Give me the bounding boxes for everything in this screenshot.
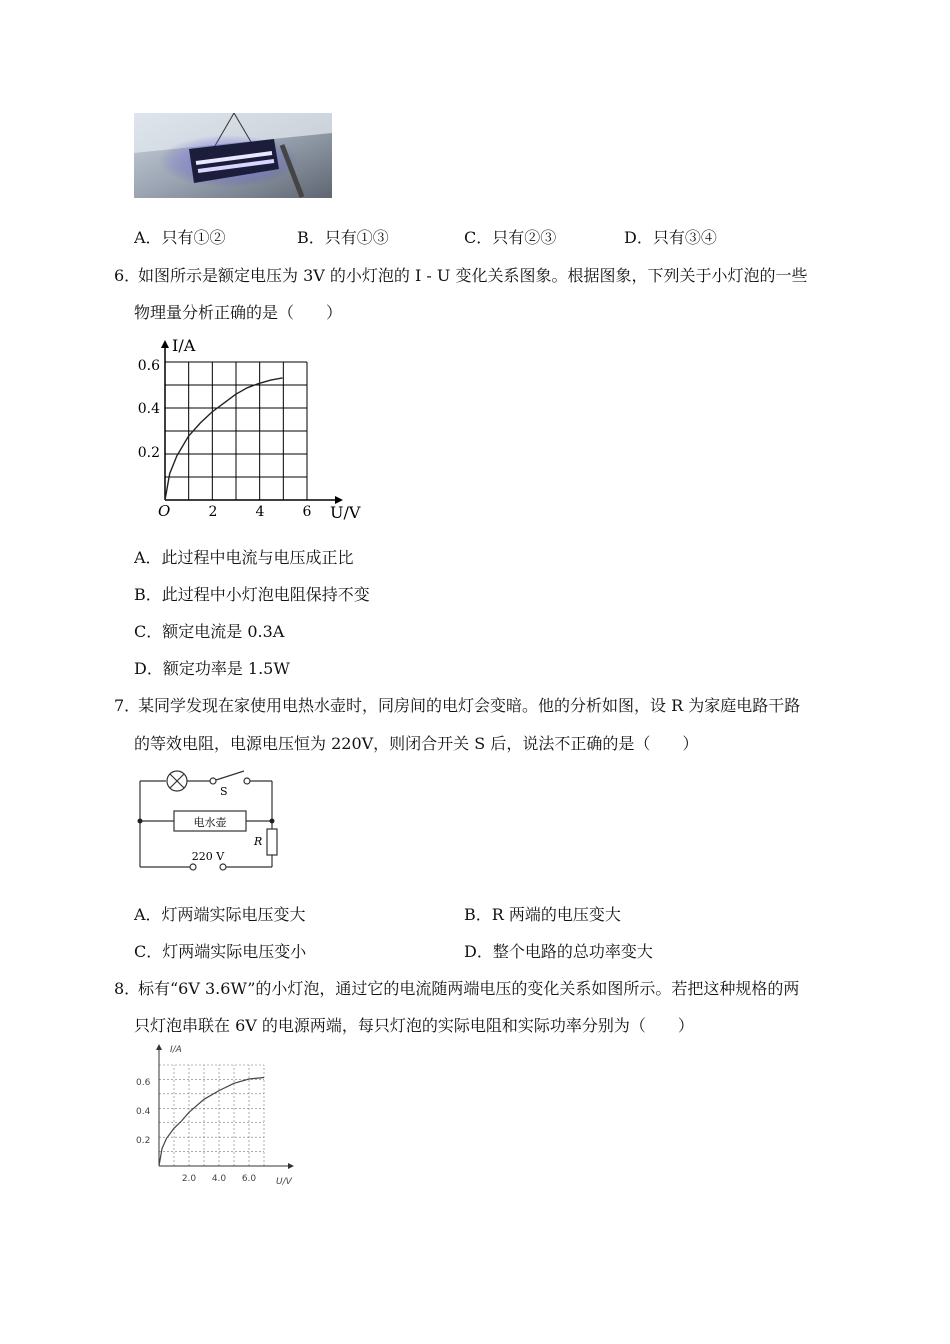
q8-xlabel: U/V [276,1177,292,1187]
q8-number: 8． [114,979,141,998]
q8-x-tick-4: 4.0 [211,1174,227,1184]
q7-circuit-diagram [132,765,292,877]
supply-terminal-left [190,864,196,870]
q5-option-a: A．只有①② [134,228,226,247]
q5-option-d: D．只有③④ [624,228,717,247]
q6-option-c: C．额定电流是 0.3A [134,622,285,641]
q8-series-line [159,1078,264,1167]
q6-stem-line2: 物理量分析正确的是（ ） [134,303,343,322]
q6-iu-chart [130,334,370,524]
q6-option-d: D．额定功率是 1.5W [134,659,290,678]
switch-contact-left [210,778,216,784]
q6-x-tick-2: 2 [208,504,218,520]
q6-chart-grid [165,362,307,500]
q6-series-line [165,378,283,500]
uv-lamp-photo [134,113,332,198]
switch-contact-right [244,778,250,784]
q8-x-tick-2: 2.0 [181,1174,197,1184]
kettle-label: 电水壶 [193,816,227,829]
q6-ylabel: I/A [172,336,196,355]
q7-number: 7． [114,696,141,715]
q8-stem-line1: 标有“6V 3.6W”的小灯泡，通过它的电流随两端电压的变化关系如图所示。若把这种规格的两 [138,979,800,998]
q8-chart-grid [159,1065,264,1166]
q6-x-tick-4: 4 [255,504,265,520]
q8-ylabel: I/A [170,1045,182,1055]
q6-x-tick-6: 6 [302,504,312,520]
q6-option-b: B．此过程中小灯泡电阻保持不变 [134,585,370,604]
q8-chart-axes [156,1044,294,1169]
q8-iu-chart [130,1040,310,1190]
q8-x-tick-6: 6.0 [241,1174,257,1184]
q8-y-axis-arrow [156,1044,162,1050]
junction-right [270,819,275,824]
junction-left [138,819,143,824]
q6-number: 6． [114,266,141,285]
q8-x-axis-arrow [288,1163,294,1169]
q6-y-axis-arrow [161,340,169,348]
supply-terminal-right [220,864,226,870]
q7-option-c: C．灯两端实际电压变小 [134,942,307,961]
q6-xlabel: U/V [330,503,361,522]
q6-y-tick-06: 0.6 [137,358,160,374]
resistor-label: R [254,835,263,848]
q8-y-tick-06: 0.6 [136,1078,151,1088]
q5-option-c: C．只有②③ [464,228,557,247]
q6-stem-line1: 如图所示是额定电压为 3V 的小灯泡的 I - U 变化关系图象。根据图象，下列关于小灯泡的一些 [138,266,808,285]
q6-y-tick-02: 0.2 [137,445,160,461]
q6-y-tick-04: 0.4 [137,401,160,417]
q8-stem-line2: 只灯泡串联在 6V 的电源两端，每只灯泡的实际电阻和实际功率分别为（ ） [134,1016,694,1035]
q7-option-d: D．整个电路的总功率变大 [464,942,653,961]
switch-icon [216,771,244,780]
q8-y-tick-02: 0.2 [136,1136,151,1146]
q6-origin-label: O [158,502,171,520]
switch-label: S [220,785,228,798]
resistor-icon [267,829,277,855]
q5-option-b: B．只有①③ [297,228,389,247]
voltage-label: 220 V [191,850,225,863]
q8-y-tick-04: 0.4 [136,1107,151,1117]
q7-stem-line2: 的等效电阻，电源电压恒为 220V，则闭合开关 S 后，说法不正确的是（ ） [134,734,699,753]
q7-option-b: B．R 两端的电压变大 [464,905,621,924]
q7-option-a: A．灯两端实际电压变大 [134,905,306,924]
q6-option-a: A．此过程中电流与电压成正比 [134,548,354,567]
q7-stem-line1: 某同学发现在家使用电热水壶时，同房间的电灯会变暗。他的分析如图，设 R 为家庭电路干路 [138,696,801,715]
